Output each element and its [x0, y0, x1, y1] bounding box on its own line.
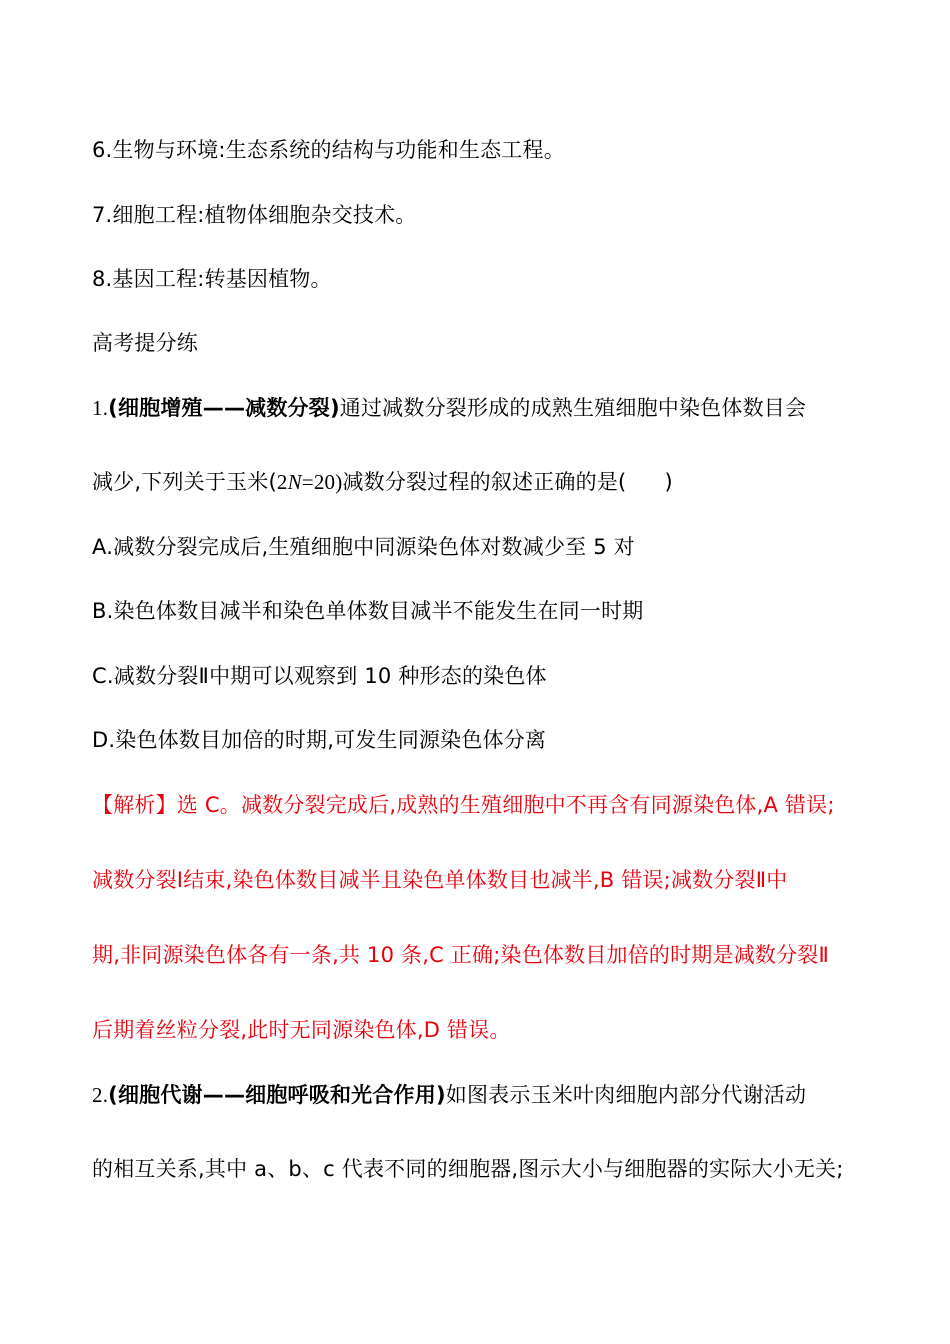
- q2-topic-tag: (细胞代谢——细胞呼吸和光合作用): [108, 1083, 446, 1107]
- q2-stem-text-1: 如图表示玉米叶肉细胞内部分代谢活动: [445, 1083, 807, 1107]
- section-title: 高考提分练: [92, 331, 198, 355]
- item-7: 7.细胞工程:植物体细胞杂交技术。: [92, 203, 417, 227]
- q1-analysis-line-2: 减数分裂Ⅰ结束,染色体数目减半且染色单体数目也减半,B 错误;减数分裂Ⅱ中: [92, 868, 788, 892]
- q1-formula-variable: N: [287, 470, 302, 494]
- q1-stem-text-2a: 减少,下列关于玉米(: [92, 470, 277, 494]
- q1-stem-text-2c: ): [664, 470, 673, 494]
- q1-stem-line-2: [92, 467, 673, 497]
- q1-stem-line-1: [92, 393, 806, 423]
- q1-formula-rest: =20): [301, 470, 343, 494]
- item-6: 6.生物与环境:生态系统的结构与功能和生态工程。: [92, 138, 565, 162]
- q1-option-b: B.染色体数目减半和染色单体数目减半不能发生在同一时期: [92, 599, 644, 623]
- q1-topic-tag: (细胞增殖——减数分裂): [108, 396, 340, 420]
- q1-analysis-line-1: 【解析】选 C。减数分裂完成后,成熟的生殖细胞中不再含有同源染色体,A 错误;: [92, 793, 835, 817]
- item-8: 8.基因工程:转基因植物。: [92, 267, 332, 291]
- q1-option-d: D.染色体数目加倍的时期,可发生同源染色体分离: [92, 728, 547, 752]
- q1-option-a: A.减数分裂完成后,生殖细胞中同源染色体对数减少至 5 对: [92, 535, 635, 559]
- q1-analysis-line-3: 期,非同源染色体各有一条,共 10 条,C 正确;染色体数目加倍的时期是减数分裂Ⅱ: [92, 943, 830, 967]
- q1-formula-coefficient: 2: [276, 470, 288, 494]
- q1-stem-text-1: 通过减数分裂形成的成熟生殖细胞中染色体数目会: [339, 396, 807, 420]
- q1-option-c: C.减数分裂Ⅱ中期可以观察到 10 种形态的染色体: [92, 664, 547, 688]
- q1-analysis-line-4: 后期着丝粒分裂,此时无同源染色体,D 错误。: [92, 1018, 511, 1042]
- q1-number: 1.: [92, 396, 109, 420]
- q2-number: 2.: [92, 1083, 109, 1107]
- q2-stem-line-2: 的相互关系,其中 a、b、c 代表不同的细胞器,图示大小与细胞器的实际大小无关;: [92, 1157, 844, 1181]
- q2-stem-line-1: [92, 1080, 806, 1110]
- q1-stem-text-2b: 减数分裂过程的叙述正确的是(: [342, 470, 627, 494]
